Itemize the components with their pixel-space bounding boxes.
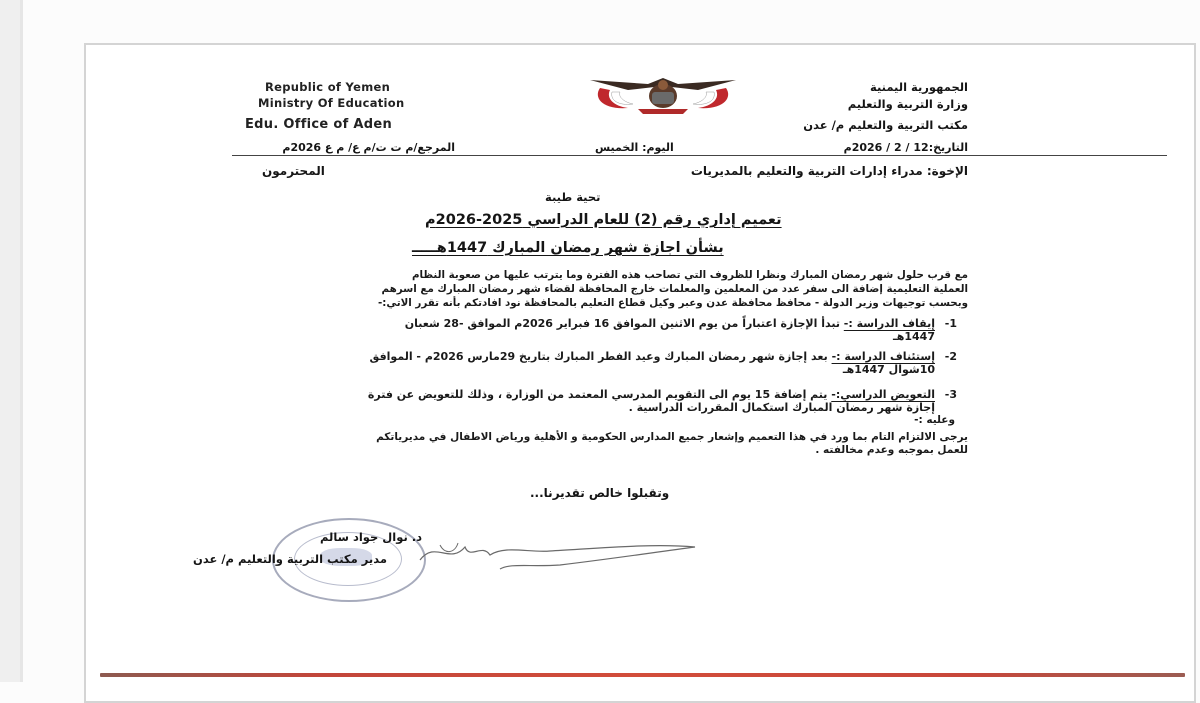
header-en-republic: Republic of Yemen	[265, 80, 391, 94]
item-3-line1: يتم إضافة 15 يوم الى التقويم المدرسي المعتمد من الوزارة ، وذلك للتعويض عن فترة	[367, 388, 828, 401]
viewer-left-gutter	[0, 0, 23, 682]
addressee: الإخوة: مدراء إدارات التربية والتعليم بالمديريات	[690, 164, 968, 178]
header-divider	[232, 155, 1167, 156]
header-en-ministry: Ministry Of Education	[258, 96, 405, 110]
circular-title: تعميم إداري رقم (2) للعام الدراسي 2025-2026م	[425, 212, 782, 228]
closing-remark: وتقبلوا خالص تقديرنا...	[530, 486, 670, 500]
item-2-text	[370, 350, 935, 363]
item-3-heading: التعويض الدراسي:-	[831, 388, 935, 401]
signatory-name: د. نوال جواد سالم	[320, 530, 423, 544]
footer-rule	[100, 673, 1185, 677]
honorific: المحترمون	[262, 164, 325, 178]
header-en-office: Edu. Office of Aden	[245, 117, 393, 132]
reference-number: المرجع/م ت ت/م ع/ م ع 2026م	[282, 141, 455, 154]
handwritten-signature-icon	[410, 525, 700, 575]
item-3-number: 3-	[944, 388, 957, 401]
signatory-title: مدير مكتب التربية والتعليم م/ عدن	[193, 552, 387, 566]
instruction-line-2: للعمل بموجبه وعدم مخالفته .	[815, 444, 968, 456]
document-day: اليوم: الخميس	[595, 141, 674, 154]
header-ar-republic: الجمهورية اليمنية	[869, 80, 968, 94]
item-1-text	[405, 317, 935, 330]
item-2-number: 2-	[944, 350, 957, 363]
item-3-text	[368, 388, 935, 401]
item-2-line2: 10شوال 1447هـ	[842, 363, 935, 376]
item-1-heading: إيقاف الدراسة :-	[843, 317, 935, 330]
item-1-line1: تبدأ الإجازة اعتباراً من يوم الاثنين الموافق 16 فبراير 2026م الموافق -28 شعبان	[404, 317, 840, 330]
circular-subject: بشأن اجازة شهر رمضان المبارك 1447هـــــ	[412, 240, 724, 256]
item-1-line2: 1447هـ	[892, 330, 935, 343]
intro-line-2: العملية التعليمية إضافة الى سفر عدد من المعلمين والمعلمات خارج المحافظة لقضاء شهر رمضان المبارك مع اسرهم	[381, 283, 968, 295]
intro-line-3: وبحسب توجيهات وزير الدولة - محافظ محافظة عدن وعبر وكيل قطاع التعليم بالمحافظة نود افادتكم بأنه تقرر الاتي:-	[377, 297, 968, 309]
greeting: تحية طيبة	[545, 190, 601, 204]
item-1-number: 1-	[944, 317, 957, 330]
therefore-label: وعليه :-	[914, 414, 955, 426]
header-ar-ministry: وزارة التربية والتعليم	[847, 97, 968, 111]
item-2-line1: بعد إجازة شهر رمضان المبارك وعيد الفطر المبارك بتاريخ 29مارس 2026م - الموافق	[369, 350, 828, 363]
item-2-heading: إستئناف الدراسة :-	[831, 350, 935, 363]
instruction-line-1: يرجى الالتزام التام بما ورد في هذا التعميم وإشعار جميع المدارس الحكومية و الأهلية ورياض الاطفال في مديرياتكم	[376, 431, 968, 443]
yemen-eagle-emblem-icon	[588, 76, 738, 116]
header-ar-office: مكتب التربية والتعليم م/ عدن	[803, 118, 968, 132]
item-3-line2: إجازة شهر رمضان المبارك استكمال المقررات الدراسية .	[628, 401, 935, 414]
document-date: التاريخ:12 / 2 / 2026م	[843, 141, 968, 154]
intro-line-1: مع قرب حلول شهر رمضان المبارك ونظرا للظروف التي تصاحب هذه الفترة وما يترتب عليها من صعوبة النظام	[411, 269, 968, 281]
